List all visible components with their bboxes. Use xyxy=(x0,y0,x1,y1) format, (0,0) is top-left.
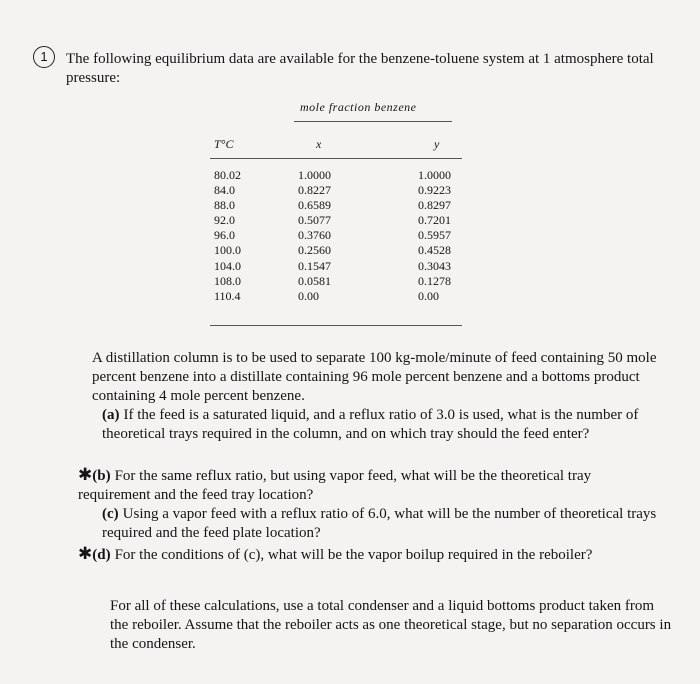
x-column xyxy=(298,168,331,304)
table-bottom-rule xyxy=(210,325,462,326)
temperature-column xyxy=(214,168,241,304)
col-header-y: y xyxy=(434,137,440,151)
table-cell: 0.6589 xyxy=(298,198,331,213)
table-cell: 0.3760 xyxy=(298,228,331,243)
table-cell: 100.0 xyxy=(214,243,241,258)
table-cell: 110.4 xyxy=(214,288,241,303)
problem-number: 1 xyxy=(40,49,48,64)
table-cell: 104.0 xyxy=(214,258,241,273)
table-cell: 0.3043 xyxy=(418,258,451,273)
part-c xyxy=(102,505,664,543)
table-cell: 80.02 xyxy=(214,168,241,182)
table-cell: 1.0000 xyxy=(418,168,451,182)
part-text: For the conditions of (c), what will be the vapor boilup required in the reboiler? xyxy=(114,547,593,563)
col-header-x: x xyxy=(316,137,322,151)
part-text: For the same reflux ratio, but using vapor feed, what will be the theoretical tray requirement and the feed tray location? xyxy=(78,468,592,503)
table-cell: 96.0 xyxy=(214,228,235,243)
part-text: Using a vapor feed with a reflux ratio of 6.0, what will be the number of theoretical trays required and the feed plate location? xyxy=(102,506,657,541)
part-label: (d) xyxy=(92,547,111,563)
table-cell: 0.1278 xyxy=(418,273,451,288)
y-column xyxy=(418,168,451,304)
table-cell: 0.5077 xyxy=(298,213,331,228)
part-d xyxy=(78,544,664,565)
table-cell: 0.00 xyxy=(298,288,319,303)
table-cell: 0.8227 xyxy=(298,183,331,198)
part-a xyxy=(102,406,664,444)
table-cell: 0.00 xyxy=(418,288,439,303)
table-cell: 0.7201 xyxy=(418,213,451,228)
table-subheading: mole fraction benzene xyxy=(300,100,417,114)
table-cell: 108.0 xyxy=(214,273,241,288)
star-marker-icon: ✱ xyxy=(78,544,93,563)
table-cell: 92.0 xyxy=(214,213,235,228)
table-cell: 0.8297 xyxy=(418,198,451,213)
problem-statement: A distillation column is to be used to separate 100 kg-mole/minute of feed containing 50 mole percent benzene into a distillate containing 96 mole percent benzene and a bottoms product containing 4 mole percent benzene. xyxy=(92,350,657,404)
table-cell: 0.4528 xyxy=(418,243,451,258)
table-cell: 88.0 xyxy=(214,198,235,213)
part-b xyxy=(78,465,664,505)
part-label: (a) xyxy=(102,407,120,423)
problem-intro: The following equilibrium data are available for the benzene-toluene system at 1 atmosphere total pressure: xyxy=(66,51,654,86)
table-cell: 0.5957 xyxy=(418,228,451,243)
table-header-rule xyxy=(210,158,462,159)
col-header-temperature: T°C xyxy=(214,137,234,151)
star-marker-icon: ✱ xyxy=(78,465,93,484)
equilibrium-table xyxy=(0,0,700,330)
table-subheading-rule xyxy=(294,121,452,122)
table-cell: 0.9223 xyxy=(418,183,451,198)
table-cell: 0.0581 xyxy=(298,273,331,288)
table-cell: 0.1547 xyxy=(298,258,331,273)
calculation-note: For all of these calculations, use a total condenser and a liquid bottoms product taken from the reboiler. Assume that the reboiler acts as one theoretical stage, but no separation occurs in the condenser. xyxy=(110,598,672,652)
part-text: If the feed is a saturated liquid, and a reflux ratio of 3.0 is used, what is the number of theoretical trays required in the column, and on which tray should the feed enter? xyxy=(102,407,639,442)
part-label: (b) xyxy=(92,468,111,484)
part-label: (c) xyxy=(102,506,119,522)
table-cell: 0.2560 xyxy=(298,243,331,258)
table-cell: 84.0 xyxy=(214,183,235,198)
table-cell: 1.0000 xyxy=(298,168,331,182)
